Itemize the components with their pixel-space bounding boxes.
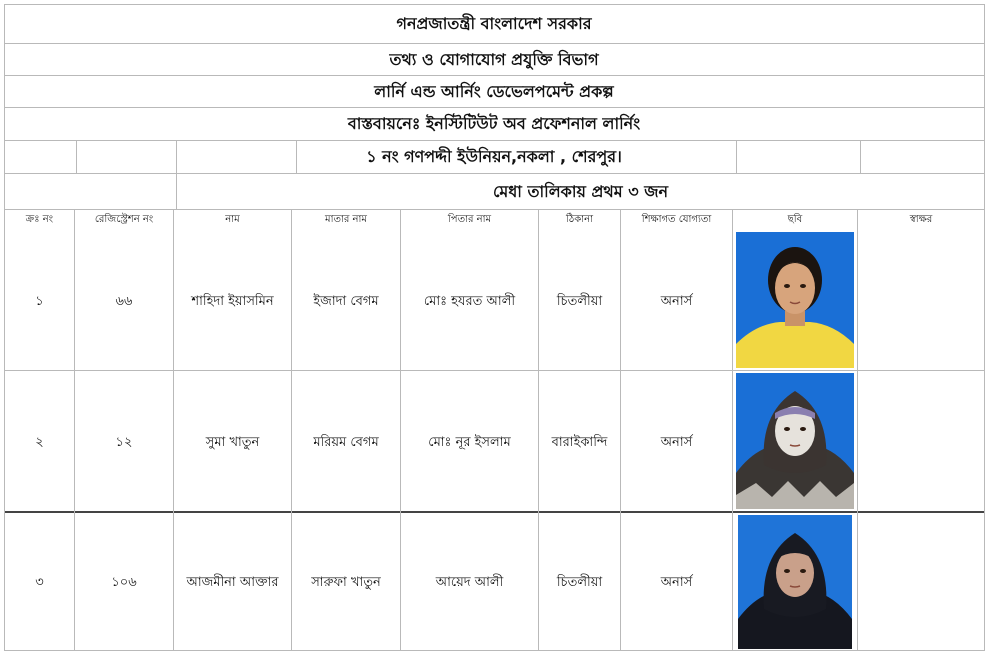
column-header-serial: ক্রঃ নং <box>5 210 74 230</box>
row3-name: আজমীনা আক্তার <box>186 575 279 590</box>
grid-line <box>857 209 858 651</box>
woman-portrait-photo <box>736 232 854 368</box>
row1-address: চিতলীয়া <box>556 294 603 309</box>
grid-line <box>4 511 985 513</box>
row1-father: মোঃ হযরত আলী <box>423 294 516 309</box>
woman-hijab-portrait-photo <box>736 373 854 509</box>
woman-hijab-portrait-photo <box>738 515 852 649</box>
location-title: ১ নং গণপদ্দী ইউনিয়ন,নকলা , শেরপুর। <box>366 147 622 166</box>
column-header-signature: স্বাক্ষর <box>858 210 984 230</box>
grid-line <box>4 650 985 651</box>
column-header-address: ঠিকানা <box>539 210 620 230</box>
row2-father: মোঃ নূর ইসলাম <box>428 435 511 450</box>
row1-education: অনার্স <box>660 294 693 309</box>
column-header-name: নাম <box>174 210 291 230</box>
row1-mother: ইজাদা বেগম <box>313 294 379 309</box>
row2-name: সুমা খাতুন <box>205 435 260 450</box>
row1-name: শাহিদা ইয়াসমিন <box>191 294 274 309</box>
row3-address: চিতলীয়া <box>556 575 603 590</box>
row2-serial: ২ <box>35 435 44 450</box>
grid-line <box>4 370 985 371</box>
column-header-father: পিতার নাম <box>401 210 538 230</box>
project-title: লার্নি এন্ড আর্নিং ডেভেলপমেন্ট প্রকল্প <box>374 82 614 101</box>
column-header-registration: রেজিস্ট্রেশন নং <box>75 210 173 230</box>
row2-address: বারাইকান্দি <box>551 435 608 450</box>
row3-registration: ১০৬ <box>111 575 137 590</box>
column-header-mother: মাতার নাম <box>292 210 400 230</box>
row2-mother: মরিয়ম বেগম <box>313 435 379 450</box>
grid-line <box>732 209 733 651</box>
implementer-title: বাস্তবায়নেঃ ইনস্টিটিউট অব প্রফেশনাল লার্নিং <box>347 114 641 133</box>
row3-education: অনার্স <box>660 575 693 590</box>
division-title: তথ্য ও যোগাযোগ প্রযুক্তি বিভাগ <box>389 50 599 69</box>
grid-line <box>4 173 985 174</box>
grid-line <box>984 4 985 651</box>
row3-father: আয়েদ আলী <box>435 575 504 590</box>
row3-mother: সারুফা খাতুন <box>311 575 381 590</box>
grid-line <box>4 4 985 5</box>
grid-line <box>4 75 985 76</box>
grid-line <box>4 140 985 141</box>
grid-line <box>4 43 985 44</box>
row2-education: অনার্স <box>660 435 693 450</box>
row2-registration: ১২ <box>115 435 133 450</box>
grid-line <box>4 4 5 651</box>
merit-list-subtitle: মেধা তালিকায় প্রথম ৩ জন <box>492 182 669 201</box>
row1-registration: ৬৬ <box>115 294 133 309</box>
row1-serial: ১ <box>35 294 44 309</box>
grid-line <box>4 107 985 108</box>
government-title: গনপ্রজাতন্ত্রী বাংলাদেশ সরকার <box>396 14 592 33</box>
row3-serial: ৩ <box>35 575 44 590</box>
column-header-education: শিক্ষাগত যোগ্যতা <box>621 210 732 230</box>
column-header-photo: ছবি <box>733 210 857 230</box>
